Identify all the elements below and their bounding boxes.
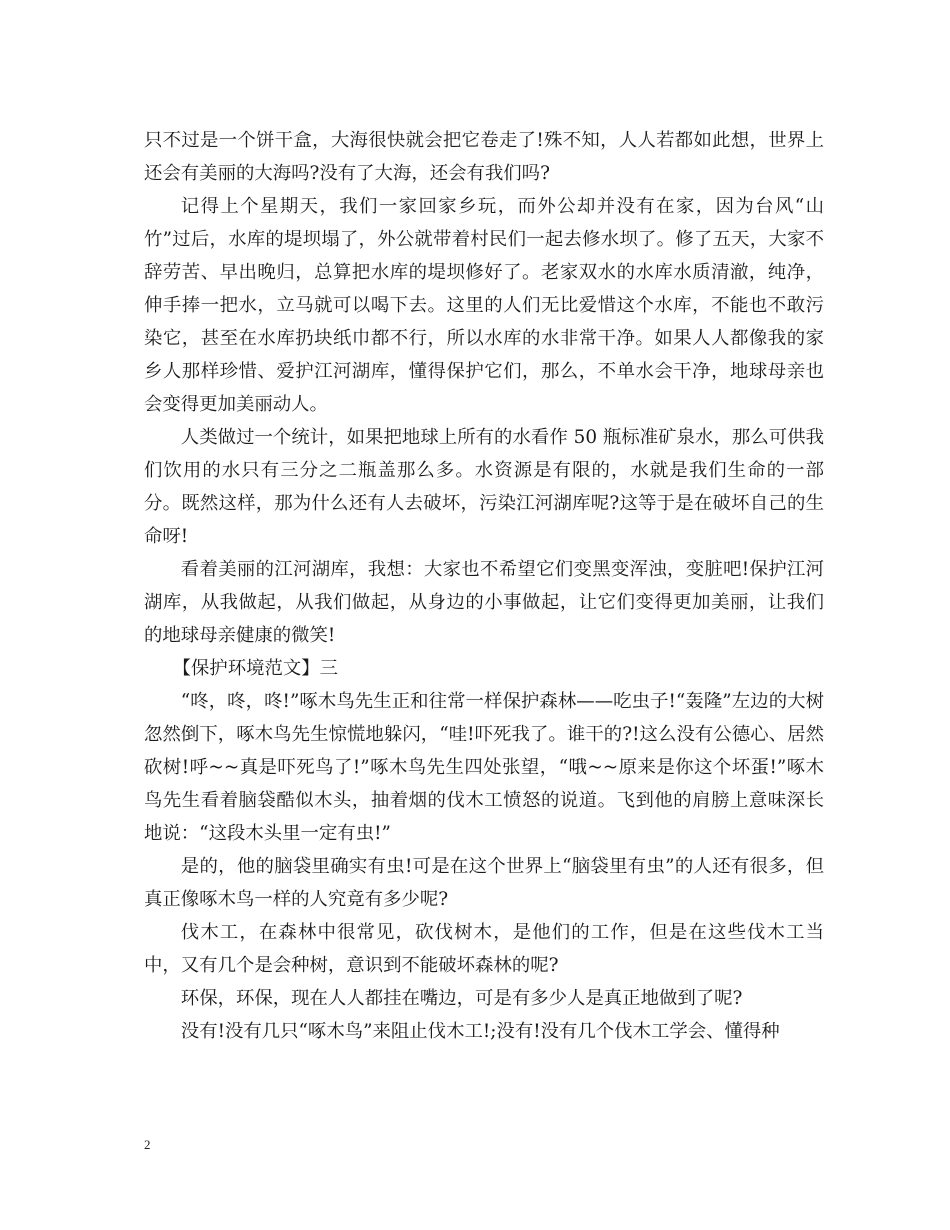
paragraph-loggers: 伐木工，在森林中很常见，砍伐树木，是他们的工作，但是在这些伐木工当中，又有几个是会种树，意识到不能破坏森林的呢? — [144, 922, 824, 976]
section-heading: 【保护环境范文】三 — [172, 658, 339, 679]
document-body — [144, 124, 824, 1048]
paragraph-woodpecker-story: “咚，咚，咚!”啄木鸟先生正和往常一样保护森林——吃虫子!“轰隆”左边的大树忽然倒下，啄木鸟先生惊慌地躲闪，“哇!吓死我了。谁干的?!这么没有公德心、居然砍树!呼~~真是吓死鸟了!”啄木鸟先生四处张望，“哦~~原来是你这个坏蛋!”啄木鸟先生看着脑袋酷似木头，抽着烟的伐木工愤怒的说道。飞到他的肩膀上意味深长地说：“这段木头里一定有虫!” — [144, 691, 824, 844]
page-number: 2 — [144, 1137, 151, 1152]
paragraph-continuation: 只不过是一个饼干盒，大海很快就会把它卷走了!殊不知，人人若都如此想，世界上还会有美丽的大海吗?没有了大海，还会有我们吗? — [144, 130, 824, 184]
paragraph-no-woodpeckers: 没有!没有几只“啄木鸟”来阻止伐木工!;没有!没有几个伐木工学会、懂得种 — [180, 1021, 780, 1042]
paragraph-hometown-reservoir: 记得上个星期天，我们一家回家乡玩，而外公却并没有在家，因为台风“山竹”过后，水库的堤坝塌了，外公就带着村民们一起去修水坝了。修了五天，大家不辞劳苦、早出晚归，总算把水库的堤坝修好了。老家双水的水库水质清澈，纯净，伸手捧一把水，立马就可以喝下去。这里的人们无比爱惜这个水库，不能也不敢污染它，甚至在水库扔块纸巾都不行，所以水库的水非常干净。如果人人都像我的家乡人那样珍惜、爱护江河湖库，懂得保护它们，那么，不单水会干净，地球母亲也会变得更加美丽动人。 — [144, 196, 824, 415]
paragraph-protect-rivers: 看着美丽的江河湖库，我想：大家也不希望它们变黑变浑浊，变脏吧!保护江河湖库，从我做起，从我们做起，从身边的小事做起，让它们变得更加美丽，让我们的地球母亲健康的微笑! — [144, 559, 824, 646]
paragraph-environmental-talk: 环保，环保，现在人人都挂在嘴边，可是有多少人是真正地做到了呢? — [180, 988, 743, 1009]
paragraph-water-statistics: 人类做过一个统计，如果把地球上所有的水看作 50 瓶标准矿泉水，那么可供我们饮用的水只有三分之二瓶盖那么多。水资源是有限的，水就是我们生命的一部分。既然这样，那为什么还有人去破坏，污染江河湖库呢?这等于是在破坏自己的生命呀! — [144, 427, 824, 547]
paragraph-bugs-in-head: 是的，他的脑袋里确实有虫!可是在这个世界上“脑袋里有虫”的人还有很多，但真正像啄木鸟一样的人究竟有多少呢? — [144, 856, 824, 910]
